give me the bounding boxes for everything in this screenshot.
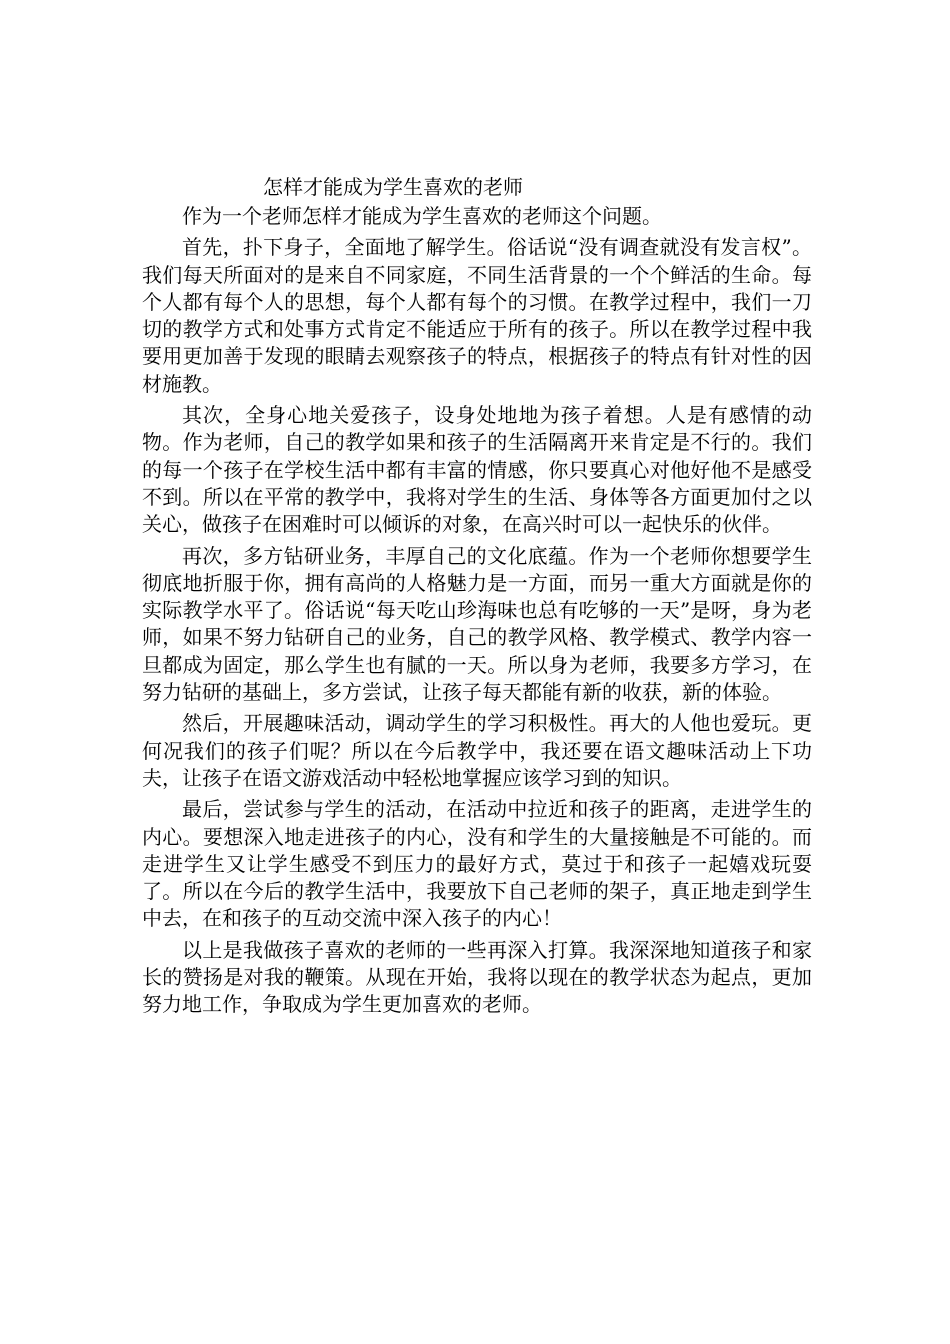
paragraph-intro: 作为一个老师怎样才能成为学生喜欢的老师这个问题。: [182, 204, 662, 228]
paragraph-last: 最后，尝试参与学生的活动，在活动中拉近和孩子的距离，走进学生的内心。要想深入地走进孩子的内心，没有和学生的大量接触是不可能的。而走进学生又让学生感受不到压力的最好方式，莫过于和孩子一起嬉戏玩耍了。所以在今后的教学生活中，我要放下自己老师的架子，真正地走到学生中去，在和孩子的互动交流中深入孩子的内心！: [142, 797, 812, 931]
paragraph-third: 再次，多方钻研业务，丰厚自己的文化底蕴。作为一个老师你想要学生彻底地折服于你，拥有高尚的人格魅力是一方面，而另一重大方面就是你的实际教学水平了。俗话说“每天吃山珍海味也总有吃够的一天”是呀，身为老师，如果不努力钻研自己的业务，自己的教学风格、教学模式、教学内容一旦都成为固定，那么学生也有腻的一天。所以身为老师，我要多方学习，在努力钻研的基础上，多方尝试，让孩子每天都能有新的收获，新的体验。: [142, 543, 812, 705]
paragraph-conclusion: 以上是我做孩子喜欢的老师的一些再深入打算。我深深地知道孩子和家长的赞扬是对我的鞭策。从现在开始，我将以现在的教学状态为起点，更加努力地工作，争取成为学生更加喜欢的老师。: [142, 937, 812, 1017]
paragraph-then: 然后，开展趣味活动，调动学生的学习积极性。再大的人他也爱玩。更何况我们的孩子们呢？所以在今后教学中，我还要在语文趣味活动上下功夫，让孩子在语文游戏活动中轻松地掌握应该学习到的知识。: [142, 711, 812, 790]
paragraph-first: 首先，扑下身子，全面地了解学生。俗话说“没有调查就没有发言权”。我们每天所面对的是来自不同家庭，不同生活背景的一个个鲜活的生命。每个人都有每个人的思想，每个人都有每个的习惯。在教学过程中，我们一刀切的教学方式和处事方式肯定不能适应于所有的孩子。所以在教学过程中我要用更加善于发现的眼睛去观察孩子的特点，根据孩子的特点有针对性的因材施教。: [142, 235, 812, 396]
document-title: 怎样才能成为学生喜欢的老师: [263, 175, 523, 199]
paragraph-second: 其次，全身心地关爱孩子，设身处地地为孩子着想。人是有感情的动物。作为老师，自己的教学如果和孩子的生活隔离开来肯定是不行的。我们的每一个孩子在学校生活中都有丰富的情感，你只要真心对他好他不是感受不到。所以在平常的教学中，我将对学生的生活、身体等各方面更加付之以关心，做孩子在困难时可以倾诉的对象，在高兴时可以一起快乐的伙伴。: [142, 403, 812, 537]
document-body: [142, 203, 812, 1023]
